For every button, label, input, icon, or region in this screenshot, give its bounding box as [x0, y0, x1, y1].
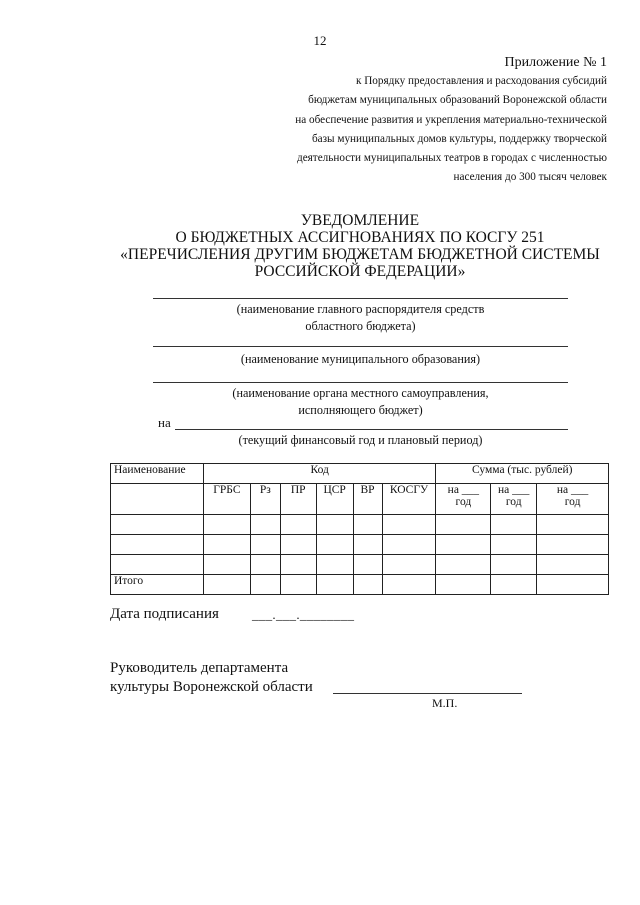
municipality-fill-line[interactable] — [153, 346, 568, 347]
table-cell — [111, 484, 204, 515]
total-label: Итого — [111, 575, 204, 595]
table-cell[interactable] — [111, 535, 204, 555]
table-cell[interactable] — [203, 575, 250, 595]
pr-header: ПР — [280, 484, 316, 515]
kosgu-header: КОСГУ — [382, 484, 436, 515]
table-cell[interactable] — [250, 515, 280, 535]
caption-line: (наименование органа местного самоуправления, — [232, 386, 489, 400]
table-cell[interactable] — [353, 555, 382, 575]
table-cell[interactable] — [316, 515, 353, 535]
rz-header: Рз — [250, 484, 280, 515]
table-cell[interactable] — [203, 535, 250, 555]
table-cell[interactable] — [203, 555, 250, 575]
caption-line: (наименование главного распорядителя средств — [236, 302, 485, 316]
signing-date-label: Дата подписания — [110, 606, 219, 622]
caption-line: исполняющего бюджет) — [298, 403, 423, 417]
notice-title — [120, 212, 600, 280]
table-cell[interactable] — [280, 555, 316, 575]
table-cell[interactable] — [537, 555, 609, 575]
year-suffix: год — [505, 496, 522, 508]
table-cell[interactable] — [436, 535, 491, 555]
table-cell[interactable] — [491, 535, 537, 555]
table-cell[interactable] — [316, 535, 353, 555]
head-title-line: Руководитель департамента — [110, 660, 289, 676]
table-cell[interactable] — [382, 555, 436, 575]
appendix-line: на обеспечение развития и укрепления материально-технической — [295, 113, 607, 126]
table-cell[interactable] — [537, 535, 609, 555]
notice-title-line: «ПЕРЕЧИСЛЕНИЯ ДРУГИМ БЮДЖЕТАМ БЮДЖЕТНОЙ СИСТЕМЫ — [120, 246, 600, 263]
table-cell[interactable] — [203, 515, 250, 535]
appendix-line: населения до 300 тысяч человек — [453, 171, 607, 184]
page-number: 12 — [313, 33, 327, 48]
table-cell[interactable] — [491, 575, 537, 595]
appendix-line: к Порядку предоставления и расходования субсидий — [355, 75, 607, 87]
notice-title-line: УВЕДОМЛЕНИЕ — [300, 212, 420, 229]
year-prefix: на ___ — [498, 484, 530, 496]
period-caption: (текущий финансовый год и плановый период) — [238, 433, 483, 447]
appendix-title: Приложение № 1 — [504, 55, 607, 70]
table-cell[interactable] — [316, 575, 353, 595]
head-title-line: культуры Воронежской области — [110, 679, 313, 695]
code-header: Код — [203, 464, 436, 484]
table-cell[interactable] — [280, 515, 316, 535]
table-cell[interactable] — [382, 515, 436, 535]
stamp-label: М.П. — [432, 696, 458, 710]
sum-header: Сумма (тыс. рублей) — [436, 464, 609, 484]
municipality-caption: (наименование муниципального образования) — [240, 352, 481, 366]
signing-date-field[interactable]: ___.___.________ — [252, 607, 355, 622]
year-prefix: на ___ — [556, 484, 589, 496]
name-header: Наименование — [111, 464, 204, 484]
table-cell[interactable] — [111, 555, 204, 575]
table-row — [111, 555, 609, 575]
year-header-1 — [436, 484, 491, 515]
table-total-row — [111, 575, 609, 595]
table-cell[interactable] — [353, 515, 382, 535]
table-cell[interactable] — [436, 575, 491, 595]
table-cell[interactable] — [353, 535, 382, 555]
year-header-2 — [491, 484, 537, 515]
table-cell[interactable] — [436, 555, 491, 575]
table-cell[interactable] — [111, 515, 204, 535]
table-row — [111, 535, 609, 555]
table-cell[interactable] — [537, 575, 609, 595]
table-cell[interactable] — [250, 535, 280, 555]
table-cell[interactable] — [316, 555, 353, 575]
table-cell[interactable] — [436, 515, 491, 535]
table-subheader-row — [111, 484, 609, 515]
appendix-line: бюджетам муниципальных образований Воронежской области — [308, 94, 607, 107]
table-cell[interactable] — [382, 535, 436, 555]
table-row — [111, 515, 609, 535]
main-manager-caption — [153, 301, 568, 335]
table-cell[interactable] — [280, 535, 316, 555]
appendix-description — [295, 72, 607, 188]
notice-title-line: РОССИЙСКОЙ ФЕДЕРАЦИИ» — [254, 263, 466, 280]
table-cell[interactable] — [491, 555, 537, 575]
table-cell[interactable] — [491, 515, 537, 535]
table-cell[interactable] — [353, 575, 382, 595]
signature-line[interactable] — [333, 693, 522, 694]
year-header-3 — [537, 484, 609, 515]
caption-line: областного бюджета) — [305, 319, 416, 333]
appendix-line: базы муниципальных домов культуры, поддержку творческой — [311, 132, 607, 145]
table-cell[interactable] — [280, 575, 316, 595]
local-gov-fill-line[interactable] — [153, 382, 568, 383]
local-gov-caption — [153, 385, 568, 419]
na-label: на — [158, 415, 171, 430]
main-manager-fill-line[interactable] — [153, 298, 568, 299]
grbs-header: ГРБС — [203, 484, 250, 515]
table-cell[interactable] — [537, 515, 609, 535]
table-cell[interactable] — [250, 555, 280, 575]
vr-header: ВР — [353, 484, 382, 515]
notice-title-line: О БЮДЖЕТНЫХ АССИГНОВАНИЯХ ПО КОСГУ 251 — [175, 229, 545, 246]
table-cell[interactable] — [250, 575, 280, 595]
csr-header: ЦСР — [316, 484, 353, 515]
period-fill-line[interactable] — [175, 429, 568, 430]
budget-table — [110, 463, 609, 595]
appendix-line: деятельности муниципальных театров в городах с численностью — [297, 152, 607, 165]
year-prefix: на ___ — [447, 484, 480, 496]
year-suffix: год — [564, 496, 581, 508]
table-header-row — [111, 464, 609, 484]
year-suffix: год — [455, 496, 472, 508]
table-cell[interactable] — [382, 575, 436, 595]
